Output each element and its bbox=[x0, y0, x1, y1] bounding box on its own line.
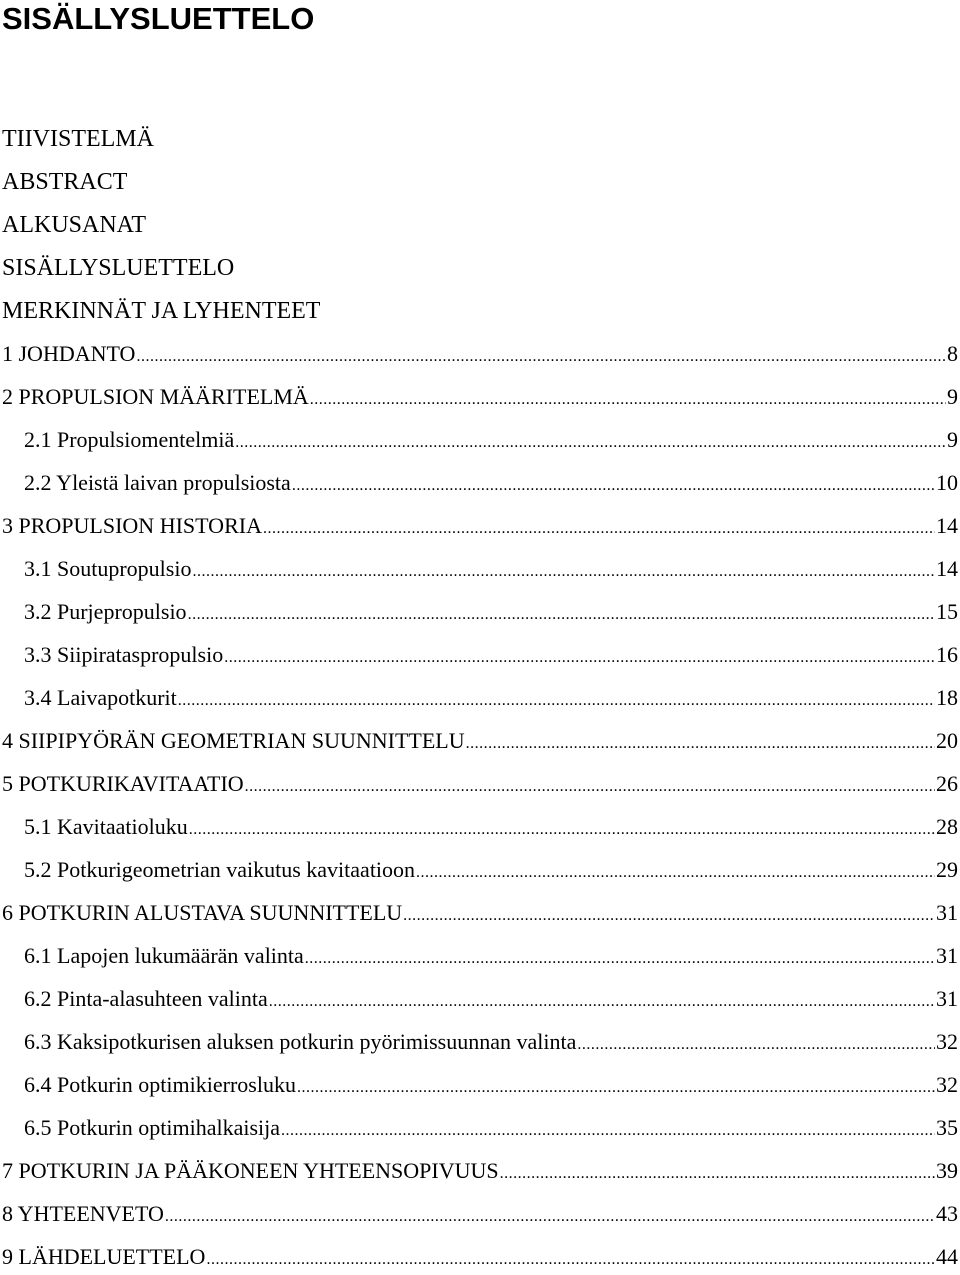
toc-dot-leader bbox=[165, 1202, 935, 1232]
toc-dot-leader bbox=[577, 1030, 935, 1060]
toc-entry-text: 6.3 Kaksipotkurisen aluksen potkurin pyörimissuunnan valinta bbox=[24, 1029, 577, 1054]
toc-entry-page: 15 bbox=[936, 599, 958, 624]
toc-entry-page: 28 bbox=[936, 814, 958, 839]
toc-entry-2-1 bbox=[24, 425, 958, 455]
toc-entry-text: 6 POTKURIN ALUSTAVA SUUNNITTELU bbox=[2, 900, 403, 925]
toc-entry-page: 31 bbox=[936, 900, 958, 925]
toc-entry-page: 10 bbox=[936, 470, 958, 495]
toc-dot-leader bbox=[269, 987, 935, 1017]
page-title: SISÄLLYSLUETTELO bbox=[2, 1, 315, 36]
toc-entry-text: 3.4 Laivapotkurit bbox=[24, 685, 177, 710]
toc-entry-page: 31 bbox=[936, 986, 958, 1011]
toc-dot-leader bbox=[403, 901, 935, 931]
toc-entry-2 bbox=[2, 382, 958, 412]
toc-entry-text: 6.1 Lapojen lukumäärän valinta bbox=[24, 943, 304, 968]
front-matter-abstract: ABSTRACT bbox=[2, 169, 128, 195]
front-matter-tiivistelma: TIIVISTELMÄ bbox=[2, 126, 154, 152]
toc-entry-6-2 bbox=[24, 984, 958, 1014]
toc-entry-text: 5.1 Kavitaatioluku bbox=[24, 814, 188, 839]
toc-entry-6-4 bbox=[24, 1070, 958, 1100]
toc-entry-text: 3.3 Siipirataspropulsio bbox=[24, 642, 224, 667]
toc-entry-text: 6.4 Potkurin optimikierrosluku bbox=[24, 1072, 296, 1097]
toc-entry-5-2 bbox=[24, 855, 958, 885]
toc-entry-page: 8 bbox=[947, 341, 958, 366]
toc-entry-5-1 bbox=[24, 812, 958, 842]
front-matter-sisallysluettelo: SISÄLLYSLUETTELO bbox=[2, 255, 235, 281]
toc-dot-leader bbox=[235, 428, 946, 458]
toc-entry-6 bbox=[2, 898, 958, 928]
toc-entry-page: 32 bbox=[936, 1072, 958, 1097]
toc-entry-9 bbox=[2, 1242, 958, 1272]
toc-entry-3-2 bbox=[24, 597, 958, 627]
toc-dot-leader bbox=[416, 858, 935, 888]
toc-entry-text: 4 SIIPIPYÖRÄN GEOMETRIAN SUUNNITTELU bbox=[2, 728, 465, 753]
toc-dot-leader bbox=[297, 1073, 935, 1103]
front-matter-alkusanat: ALKUSANAT bbox=[2, 212, 146, 238]
toc-entry-6-3 bbox=[24, 1027, 958, 1057]
toc-entry-4 bbox=[2, 726, 958, 756]
toc-entry-text: 5 POTKURIKAVITAATIO bbox=[2, 771, 244, 796]
toc-entry-3-1 bbox=[24, 554, 958, 584]
toc-dot-leader bbox=[224, 643, 935, 673]
toc-entry-text: 7 POTKURIN JA PÄÄKONEEN YHTEENSOPIVUUS bbox=[2, 1158, 499, 1183]
toc-entry-page: 44 bbox=[936, 1244, 958, 1269]
toc-entry-text: 6.2 Pinta-alasuhteen valinta bbox=[24, 986, 268, 1011]
toc-entry-8 bbox=[2, 1199, 958, 1229]
toc-dot-leader bbox=[310, 385, 946, 415]
toc-entry-5 bbox=[2, 769, 958, 799]
toc-entry-text: 2.1 Propulsiomentelmiä bbox=[24, 427, 235, 452]
toc-entry-6-5 bbox=[24, 1113, 958, 1143]
toc-dot-leader bbox=[206, 1245, 935, 1275]
toc-entry-text: 3.1 Soutupropulsio bbox=[24, 556, 192, 581]
toc-entry-text: 1 JOHDANTO bbox=[2, 341, 136, 366]
toc-entry-page: 29 bbox=[936, 857, 958, 882]
toc-entry-3 bbox=[2, 511, 958, 541]
toc-entry-page: 26 bbox=[936, 771, 958, 796]
toc-entry-page: 14 bbox=[936, 556, 958, 581]
toc-dot-leader bbox=[466, 729, 935, 759]
toc-entry-text: 9 LÄHDELUETTELO bbox=[2, 1244, 206, 1269]
toc-entry-7 bbox=[2, 1156, 958, 1186]
toc-dot-leader bbox=[305, 944, 935, 974]
toc-entry-6-1 bbox=[24, 941, 958, 971]
toc-dot-leader bbox=[281, 1116, 935, 1146]
toc-dot-leader bbox=[192, 557, 935, 587]
front-matter-merkinnat: MERKINNÄT JA LYHENTEET bbox=[2, 298, 321, 324]
toc-entry-text: 6.5 Potkurin optimihalkaisija bbox=[24, 1115, 281, 1140]
toc-entry-page: 18 bbox=[936, 685, 958, 710]
toc-entry-text: 5.2 Potkurigeometrian vaikutus kavitaatioon bbox=[24, 857, 416, 882]
toc-dot-leader bbox=[500, 1159, 935, 1189]
toc-dot-leader bbox=[188, 600, 935, 630]
toc-dot-leader bbox=[292, 471, 935, 501]
toc-entry-text: 8 YHTEENVETO bbox=[2, 1201, 164, 1226]
toc-dot-leader bbox=[136, 342, 946, 372]
toc-entry-page: 39 bbox=[936, 1158, 958, 1183]
toc-entry-1 bbox=[2, 339, 958, 369]
toc-entry-3-3 bbox=[24, 640, 958, 670]
toc-entry-3-4 bbox=[24, 683, 958, 713]
toc-dot-leader bbox=[263, 514, 935, 544]
toc-entry-page: 43 bbox=[936, 1201, 958, 1226]
toc-entry-page: 20 bbox=[936, 728, 958, 753]
toc-entry-text: 2.2 Yleistä laivan propulsiosta bbox=[24, 470, 291, 495]
toc-entry-text: 3 PROPULSION HISTORIA bbox=[2, 513, 262, 538]
toc-entry-page: 9 bbox=[947, 427, 958, 452]
toc-entry-page: 14 bbox=[936, 513, 958, 538]
toc-entry-text: 2 PROPULSION MÄÄRITELMÄ bbox=[2, 384, 309, 409]
toc-entry-page: 31 bbox=[936, 943, 958, 968]
toc-entry-page: 32 bbox=[936, 1029, 958, 1054]
toc-dot-leader bbox=[178, 686, 935, 716]
toc-dot-leader bbox=[245, 772, 935, 802]
toc-entry-2-2 bbox=[24, 468, 958, 498]
toc-dot-leader bbox=[189, 815, 935, 845]
toc-entry-page: 35 bbox=[936, 1115, 958, 1140]
toc-entry-text: 3.2 Purjepropulsio bbox=[24, 599, 187, 624]
toc-entry-page: 9 bbox=[947, 384, 958, 409]
toc-entry-page: 16 bbox=[936, 642, 958, 667]
